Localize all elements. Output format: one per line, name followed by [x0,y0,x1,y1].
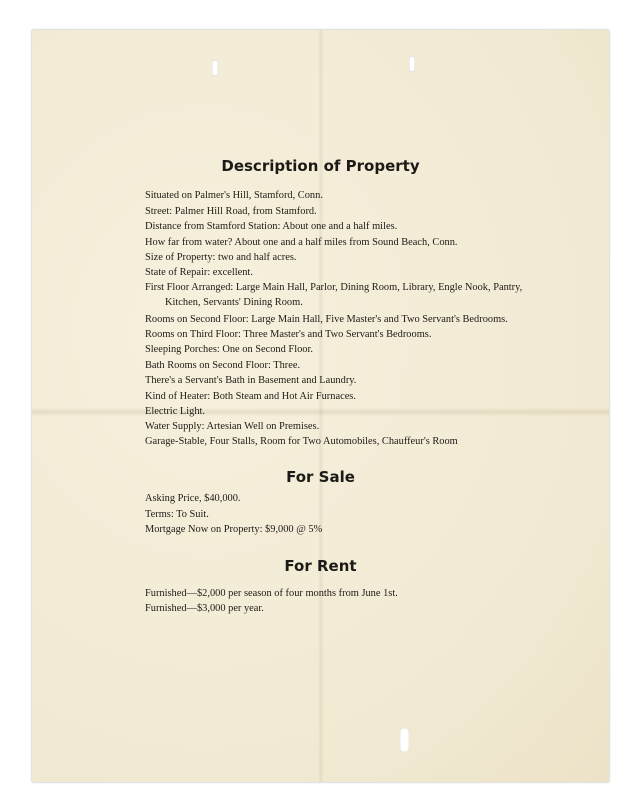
rent-line: Furnished—$2,000 per season of four months from June 1st. [145,588,398,599]
description-line: Kind of Heater: Both Steam and Hot Air Furnaces. [145,391,356,402]
document-sheet [32,30,609,782]
punch-slot-right [409,56,415,72]
description-line: Situated on Palmer's Hill, Stamford, Conn. [145,190,323,201]
sale-line: Terms: To Suit. [145,509,209,520]
description-line: Rooms on Second Floor: Large Main Hall, Five Master's and Two Servant's Bedrooms. [145,314,508,325]
description-line: Street: Palmer Hill Road, from Stamford. [145,206,317,217]
description-line: Rooms on Third Floor: Three Master's and Two Servant's Bedrooms. [145,329,432,340]
description-line: Kitchen, Servants' Dining Room. [165,297,303,308]
description-line: Water Supply: Artesian Well on Premises. [145,421,320,432]
description-line: State of Repair: excellent. [145,267,253,278]
for-rent-heading: For Rent [284,557,357,575]
description-line: How far from water? About one and a half miles from Sound Beach, Conn. [145,237,458,248]
description-line: There's a Servant's Bath in Basement and Laundry. [145,375,357,386]
description-line: Bath Rooms on Second Floor: Three. [145,360,301,371]
sale-line: Asking Price, $40,000. [145,493,241,504]
description-line: First Floor Arranged: Large Main Hall, Parlor, Dining Room, Library, Engle Nook, Pantry, [145,282,523,293]
sale-line: Mortgage Now on Property: $9,000 @ 5% [145,524,323,535]
for-sale-heading: For Sale [286,468,355,486]
rent-line: Furnished—$3,000 per year. [145,603,264,614]
description-line: Distance from Stamford Station: About one and a half miles. [145,221,398,232]
description-line: Size of Property: two and half acres. [145,252,297,263]
description-line: Garage-Stable, Four Stalls, Room for Two Automobiles, Chauffeur's Room [145,436,458,447]
description-heading: Description of Property [221,157,420,175]
description-line: Electric Light. [145,406,206,417]
punch-slot-left [212,60,218,76]
description-line: Sleeping Porches: One on Second Floor. [145,344,313,355]
bottom-tear [400,728,409,752]
